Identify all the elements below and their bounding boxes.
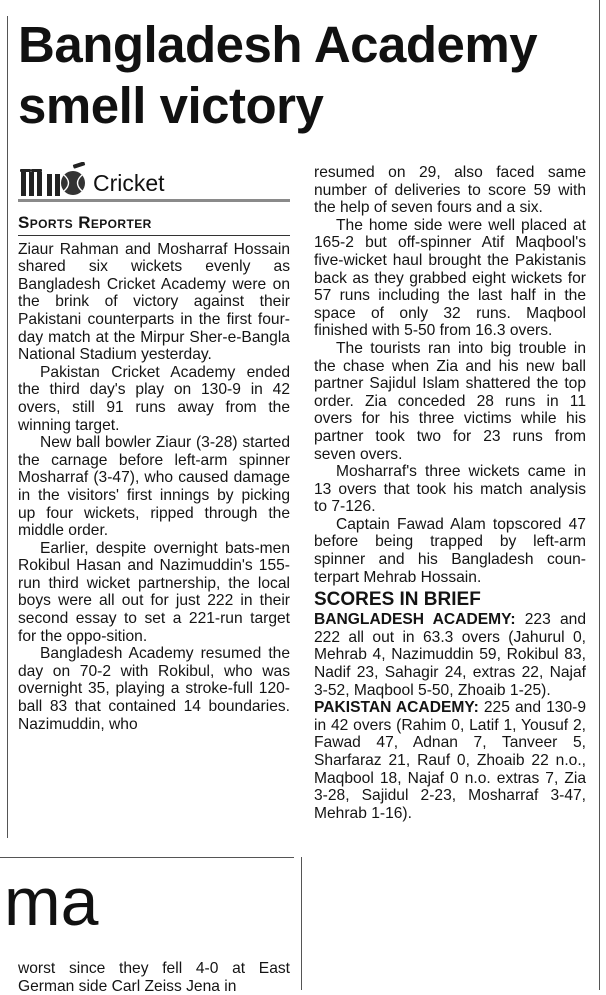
body-paragraph: Ziaur Rahman and Mosharraf Hossain shared six wickets evenly as Bangladesh Cricket Academy were on the brink of victory against their Pakistani counterparts in the first four-day match at the Mirpur Sher-e-Bangla National Stadium yesterday.: [18, 240, 290, 364]
body-paragraph: The home side were well placed at 165-2 but off-spinner Atif Maqbool's five-wicket haul brought the Pakistanis back as they grabbed eight wickets for 57 runs including the last half in the space of only 32 runs. Maqbool finished with 5-50 from 16.3 overs.: [314, 216, 586, 340]
article-column-2: [314, 164, 586, 822]
body-paragraph: Captain Fawad Alam topscored 47 before being trapped by left-arm spinner and his Bangladesh coun-terpart Mehrab Hossain.: [314, 515, 586, 586]
body-paragraph: Mosharraf's three wickets came in 13 overs that took his match analysis to 7-126.: [314, 463, 586, 516]
body-paragraph: New ball bowler Ziaur (3-28) started the carnage before left-arm spinner Mosharraf (3-47), who caused damage in the visitors' first innings by picking up four wickets, ripped through the middle order.: [18, 434, 290, 540]
score-pakistan: [314, 699, 586, 822]
body-paragraph: resumed on 29, also faced same number of deliveries to score 59 with the help of seven fours and a six.: [314, 164, 586, 217]
body-paragraph: Pakistan Cricket Academy ended the third day's play on 130-9 in 42 overs, still 91 runs away from the winning target.: [18, 363, 290, 434]
adjacent-body-fragment: worst since they fell 4-0 at East German side Carl Zeiss Jena in: [18, 960, 290, 995]
kicker-underline: [18, 199, 290, 202]
body-paragraph: Bangladesh Academy resumed the day on 70-2 with Rokibul, who was overnight 35, playing a stroke-full 120-ball 83 that contained 14 boundaries. Nazimuddin, who: [18, 645, 290, 733]
section-label: Cricket: [93, 170, 165, 196]
team-name-pakistan: PAKISTAN ACADEMY:: [314, 699, 479, 717]
body-paragraph: The tourists ran into big trouble in the chase when Zia and his new ball partner Sajidul Islam shattered the top order. Zia conceded 28 runs in 11 overs for his three victims while his partner took two for 23 runs from seven overs.: [314, 339, 586, 463]
score-detail-bangladesh: 223 and 222 all out in 63.3 overs (Jahurul 0, Mehrab 4, Nazimuddin 59, Rokibul 83, Nadif 23, Sahagir 24, extras 22, Najaf 3-52, Maqbool 5-50, Zhoaib 1-25).: [314, 611, 586, 699]
adjacent-article-divider: [0, 857, 294, 858]
cricket-stumps-ball-icon: [18, 162, 90, 196]
section-kicker: [18, 160, 290, 196]
score-detail-pakistan: 225 and 130-9 in 42 overs (Rahim 0, Latif 1, Yousuf 2, Fawad 47, Adnan 7, Tanveer 5, Sharfaraz 21, Rauf 0, Zhoaib 22 n.o., Maqbool 18, Najaf 0 n.o. extras 7, Zia 3-28, Sajidul 2-23, Mosharraf 3-47, Mehrab 1-16).: [314, 699, 586, 822]
team-name-bangladesh: BANGLADESH ACADEMY:: [314, 611, 516, 629]
right-column-rule: [599, 0, 600, 990]
byline: Sports Reporter: [18, 214, 290, 236]
left-column-rule: [7, 16, 8, 838]
article-column-1: [18, 160, 290, 733]
adjacent-column-divider: [301, 857, 302, 990]
body-paragraph: Earlier, despite overnight bats-men Rokibul Hasan and Nazimuddin's 155-run third wicket partnership, the local boys were all out for just 222 in their second essay to set a 221-run target for the oppo-sition.: [18, 539, 290, 645]
adjacent-headline-fragment: ma: [4, 864, 99, 940]
score-bangladesh: [314, 611, 586, 699]
article-headline: Bangladesh Academy smell victory: [18, 16, 538, 134]
scores-heading: SCORES IN BRIEF: [314, 589, 481, 611]
